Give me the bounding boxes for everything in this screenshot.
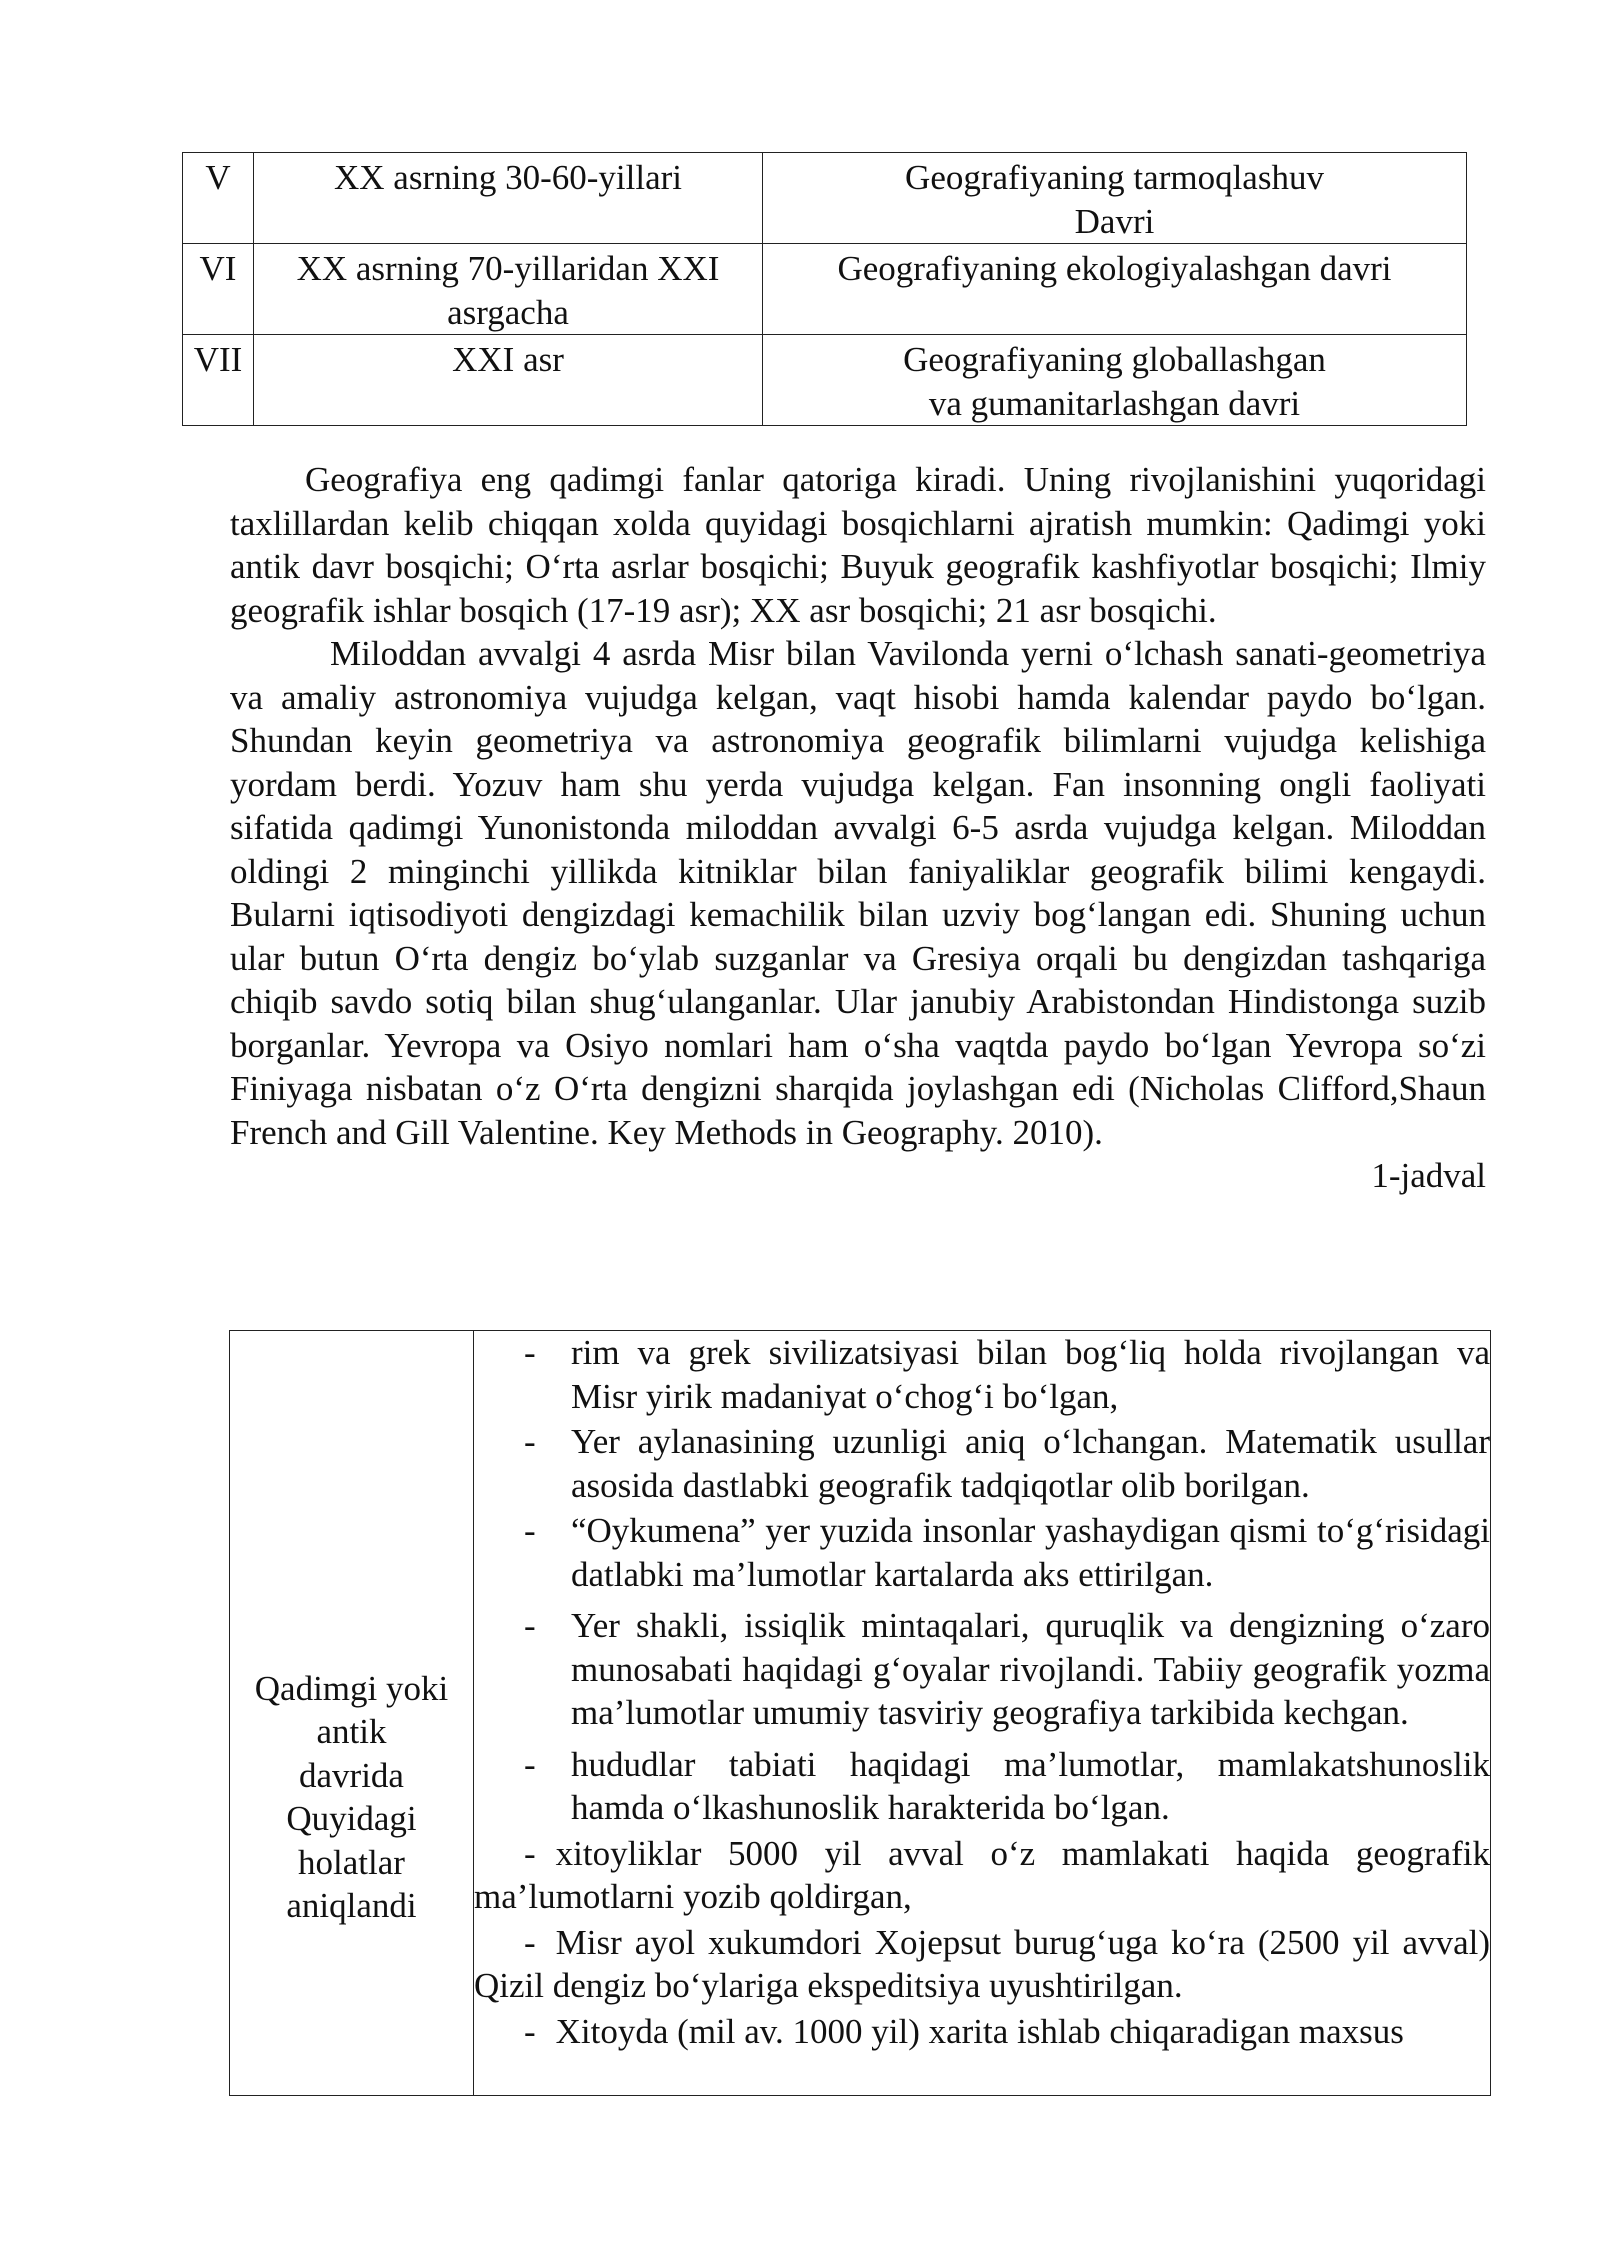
table-caption: 1-jadval <box>1371 1156 1486 1195</box>
period-time: XX asrning 30-60-yillari <box>254 153 763 244</box>
list-item-text: rim va grek sivilizatsiyasi bilan bog‘liq holda rivojlangan va Misr yirik madaniyat o‘chog‘i bo‘lgan, <box>571 1333 1490 1416</box>
dash-bullet: - <box>524 1422 536 1461</box>
stage-label-line: davrida <box>299 1755 404 1795</box>
body-text <box>230 458 1486 1198</box>
list-item-text: “Oykumena” yer yuzida insonlar yashaydigan qismi to‘g‘risidagi datlabki ma’lumotlar kartalarda aks ettirilgan. <box>571 1511 1490 1594</box>
dash-bullet: - <box>524 1333 536 1372</box>
list-item <box>474 1832 1490 1919</box>
periods-table <box>182 152 1467 426</box>
dash-bullet: - <box>524 1833 536 1873</box>
list-item-text: xitoyliklar 5000 yil avval o‘z mamlakati haqida geografik ma’lumotlarni yozib qoldirgan, <box>474 1833 1490 1916</box>
period-number: VII <box>183 335 254 426</box>
paragraph: Geografiya eng qadimgi fanlar qatoriga kiradi. Uning rivojlanishini yuqoridagi taxlillardan kelib chiqqan xolda quyidagi bosqichlarni ajratish mumkin: Qadimgi yoki antik davr bosqichi; O‘rta asrlar bosqichi; Buyuk geografik kashfiyotlar bosqichi; Ilmiy geografik ishlar bosqich (17-19 asr); XX asr bosqichi; 21 asr bosqichi. <box>230 460 1486 630</box>
list-item-text: Yer shakli, issiqlik mintaqalari, quruqlik va dengizning o‘zaro munosabati haqidagi g‘oyalar rivojlandi. Tabiiy geografik yozma ma’lumotlar umumiy tasviriy geografiya tarkibida kechgan. <box>571 1606 1490 1732</box>
stage-label-line: Quyidagi <box>286 1799 417 1838</box>
period-number: VI <box>183 244 254 335</box>
list-item <box>474 1509 1490 1596</box>
period-stage <box>763 244 1467 335</box>
period-stage <box>763 153 1467 244</box>
list-item <box>474 1921 1490 2008</box>
dash-bullet: - <box>524 1922 536 1962</box>
list-item <box>474 2010 1490 2054</box>
stage-label-line: Qadimgi yoki <box>254 1668 449 1708</box>
period-time: XX asrning 70-yillaridan XXI asrgacha <box>254 244 763 335</box>
dash-bullet: - <box>524 2011 536 2051</box>
list-item-text: hududlar tabiati haqidagi ma’lumotlar, mamlakatshunoslik hamda o‘lkashunoslik harakterida bo‘lgan. <box>571 1744 1490 1827</box>
stage-label-line: aniqlandi <box>286 1886 417 1925</box>
dash-bullet: - <box>524 1511 536 1550</box>
table-row <box>230 1331 1491 2096</box>
period-stage-line: Geografiyaning tarmoqlashuv <box>905 158 1324 197</box>
table-row <box>183 153 1467 244</box>
stage-item-list <box>474 1331 1490 2053</box>
list-item <box>474 1604 1490 1735</box>
stage-label-cell <box>230 1331 474 2096</box>
stage-table <box>229 1330 1491 2096</box>
list-item-text: Misr ayol xukumdori Xojepsut burug‘uga ko‘ra (2500 yil avval) Qizil dengiz bo‘ylariga ekspeditsiya uyushtirilgan. <box>474 1922 1490 2005</box>
list-item-text: Yer aylanasining uzunligi aniq o‘lchangan. Matematik usullar asosida dastlabki geografik tadqiqotlar olib borilgan. <box>571 1422 1490 1505</box>
period-time: XXI asr <box>254 335 763 426</box>
dash-bullet: - <box>524 1744 536 1784</box>
stage-label-line: holatlar <box>298 1842 405 1882</box>
table-row <box>183 335 1467 426</box>
paragraph: Miloddan avvalgi 4 asrda Misr bilan Vavilonda yerni o‘lchash sanati-geometriya va amaliy astronomiya vujudga kelgan, vaqt hisobi hamda kalendar paydo bo‘lgan. Shundan keyin geometriya va astronomiya geografik bilimlarni vujudga kelishiga yordam berdi. Yozuv ham shu yerda vujudga kelgan. Fan insonning ongli faoliyati sifatida qadimgi Yunonistonda miloddan avvalgi 6-5 asrda vujudga kelgan. Miloddan oldingi 2 minginchi yillikda kitniklar bilan faniyaliklar geografik bilimi kengaydi. Bularni iqtisodiyoti dengizdagi kemachilik bilan uzviy bog‘langan edi. Shuning uchun ular butun O‘rta dengiz bo‘ylab suzganlar va Gresiya orqali bu dengizdan tashqariga chiqib savdo sotiq bilan shug‘ulanganlar. Ular janubiy Arabistondan Hindistonga suzib borganlar. Yevropa va Osiyo nomlari ham o‘sha vaqtda paydo bo‘lgan Yevropa so‘zi Finiyaga nisbatan o‘z O‘rta dengizni sharqida joylashgan edi (Nicholas Clifford,Shaun French and Gill Valentine. Key Methods in Geography. 2010). <box>230 634 1486 1152</box>
period-stage-line: Davri <box>1074 201 1155 241</box>
period-stage-line: Geografiyaning globallashgan <box>903 340 1326 379</box>
stage-content-cell <box>474 1331 1491 2096</box>
list-item-text: Xitoyda (mil av. 1000 yil) xarita ishlab chiqaradigan maxsus <box>555 2011 1404 2051</box>
list-item <box>474 1331 1490 1418</box>
stage-label-line: antik <box>316 1712 387 1751</box>
period-number: V <box>183 153 254 244</box>
dash-bullet: - <box>524 1606 536 1645</box>
period-stage-line: va gumanitarlashgan davri <box>928 383 1301 423</box>
list-item <box>474 1420 1490 1507</box>
period-stage <box>763 335 1467 426</box>
table-row <box>183 244 1467 335</box>
period-stage-line: Geografiyaning ekologiyalashgan davri <box>837 249 1392 288</box>
list-item <box>474 1743 1490 1830</box>
